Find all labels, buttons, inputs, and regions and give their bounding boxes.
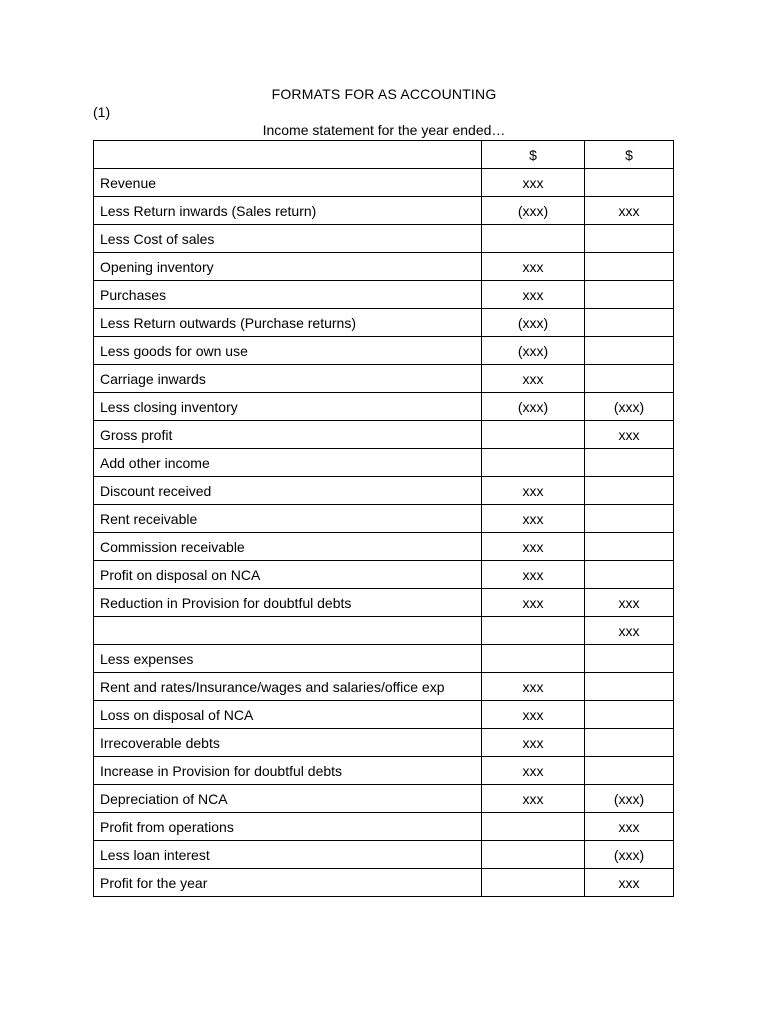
row-amount-cell: [482, 225, 585, 253]
income-statement-table: [93, 140, 674, 897]
row-label-cell: [94, 617, 482, 645]
row-total-cell: [585, 645, 674, 673]
row-label-cell: Less loan interest: [94, 841, 482, 869]
row-label-cell: Loss on disposal of NCA: [94, 701, 482, 729]
row-label-cell: Add other income: [94, 449, 482, 477]
row-amount-cell: xxx: [482, 253, 585, 281]
row-label-cell: Purchases: [94, 281, 482, 309]
table-row: [94, 337, 674, 365]
table-row: [94, 645, 674, 673]
table-row: [94, 589, 674, 617]
table-row: [94, 757, 674, 785]
row-total-cell: xxx: [585, 197, 674, 225]
row-total-cell: [585, 673, 674, 701]
row-amount-cell: [482, 449, 585, 477]
row-label-cell: Less Cost of sales: [94, 225, 482, 253]
row-label-cell: Reduction in Provision for doubtful debts: [94, 589, 482, 617]
row-amount-cell: [482, 617, 585, 645]
table-row: [94, 813, 674, 841]
table-row: [94, 421, 674, 449]
table-row: [94, 505, 674, 533]
row-total-cell: [585, 757, 674, 785]
table-row: [94, 701, 674, 729]
row-amount-cell: (xxx): [482, 197, 585, 225]
row-label-cell: Depreciation of NCA: [94, 785, 482, 813]
row-amount-cell: xxx: [482, 281, 585, 309]
row-label-cell: Increase in Provision for doubtful debts: [94, 757, 482, 785]
row-total-cell: [585, 701, 674, 729]
row-amount-cell: xxx: [482, 561, 585, 589]
table-row: [94, 729, 674, 757]
row-amount-cell: xxx: [482, 169, 585, 197]
page-title: FORMATS FOR AS ACCOUNTING: [271, 86, 497, 102]
row-label-cell: Gross profit: [94, 421, 482, 449]
row-total-cell: [585, 477, 674, 505]
table-row: [94, 841, 674, 869]
table-row: [94, 533, 674, 561]
table-row: [94, 785, 674, 813]
header-currency-cell: $: [585, 141, 674, 169]
section-number: (1): [93, 104, 111, 120]
row-total-cell: [585, 729, 674, 757]
row-label-cell: Commission receivable: [94, 533, 482, 561]
row-label-cell: Carriage inwards: [94, 365, 482, 393]
row-amount-cell: xxx: [482, 673, 585, 701]
row-total-cell: [585, 169, 674, 197]
row-total-cell: (xxx): [585, 841, 674, 869]
row-total-cell: xxx: [585, 617, 674, 645]
row-label-cell: Opening inventory: [94, 253, 482, 281]
row-total-cell: [585, 337, 674, 365]
table-row: [94, 477, 674, 505]
row-label-cell: Less closing inventory: [94, 393, 482, 421]
table-header-row: [94, 141, 674, 169]
table-row: [94, 253, 674, 281]
row-label-cell: Less Return outwards (Purchase returns): [94, 309, 482, 337]
row-amount-cell: xxx: [482, 505, 585, 533]
table-row: [94, 561, 674, 589]
row-amount-cell: xxx: [482, 701, 585, 729]
row-total-cell: [585, 505, 674, 533]
table-row: [94, 365, 674, 393]
row-total-cell: xxx: [585, 421, 674, 449]
row-label-cell: Irrecoverable debts: [94, 729, 482, 757]
row-amount-cell: [482, 421, 585, 449]
row-total-cell: [585, 309, 674, 337]
row-total-cell: xxx: [585, 589, 674, 617]
row-label-cell: Discount received: [94, 477, 482, 505]
row-total-cell: xxx: [585, 813, 674, 841]
row-amount-cell: (xxx): [482, 337, 585, 365]
table-row: [94, 197, 674, 225]
table-row: [94, 169, 674, 197]
row-amount-cell: xxx: [482, 785, 585, 813]
row-amount-cell: [482, 869, 585, 897]
table-row: [94, 393, 674, 421]
row-label-cell: Revenue: [94, 169, 482, 197]
row-label-cell: Profit on disposal on NCA: [94, 561, 482, 589]
row-total-cell: [585, 561, 674, 589]
row-amount-cell: [482, 841, 585, 869]
table-row: [94, 869, 674, 897]
row-amount-cell: [482, 645, 585, 673]
row-label-cell: Less expenses: [94, 645, 482, 673]
table-row: [94, 225, 674, 253]
header-currency-cell: $: [482, 141, 585, 169]
row-total-cell: (xxx): [585, 393, 674, 421]
row-total-cell: [585, 533, 674, 561]
row-amount-cell: (xxx): [482, 393, 585, 421]
row-total-cell: xxx: [585, 869, 674, 897]
row-amount-cell: xxx: [482, 757, 585, 785]
row-label-cell: Rent receivable: [94, 505, 482, 533]
table-row: [94, 673, 674, 701]
row-total-cell: [585, 365, 674, 393]
row-total-cell: [585, 253, 674, 281]
row-amount-cell: xxx: [482, 589, 585, 617]
table-row: [94, 617, 674, 645]
row-total-cell: [585, 281, 674, 309]
row-amount-cell: [482, 813, 585, 841]
table-body: [94, 169, 674, 897]
statement-title: Income statement for the year ended…: [262, 122, 506, 138]
row-label-cell: Profit for the year: [94, 869, 482, 897]
row-total-cell: [585, 449, 674, 477]
table-row: [94, 309, 674, 337]
row-amount-cell: xxx: [482, 365, 585, 393]
table-row: [94, 449, 674, 477]
row-amount-cell: xxx: [482, 533, 585, 561]
row-label-cell: Less goods for own use: [94, 337, 482, 365]
header-label-cell: [94, 141, 482, 169]
row-total-cell: (xxx): [585, 785, 674, 813]
row-label-cell: Rent and rates/Insurance/wages and salaries/office exp: [94, 673, 482, 701]
row-amount-cell: (xxx): [482, 309, 585, 337]
row-amount-cell: xxx: [482, 477, 585, 505]
table-row: [94, 281, 674, 309]
row-label-cell: Less Return inwards (Sales return): [94, 197, 482, 225]
row-total-cell: [585, 225, 674, 253]
row-amount-cell: xxx: [482, 729, 585, 757]
row-label-cell: Profit from operations: [94, 813, 482, 841]
